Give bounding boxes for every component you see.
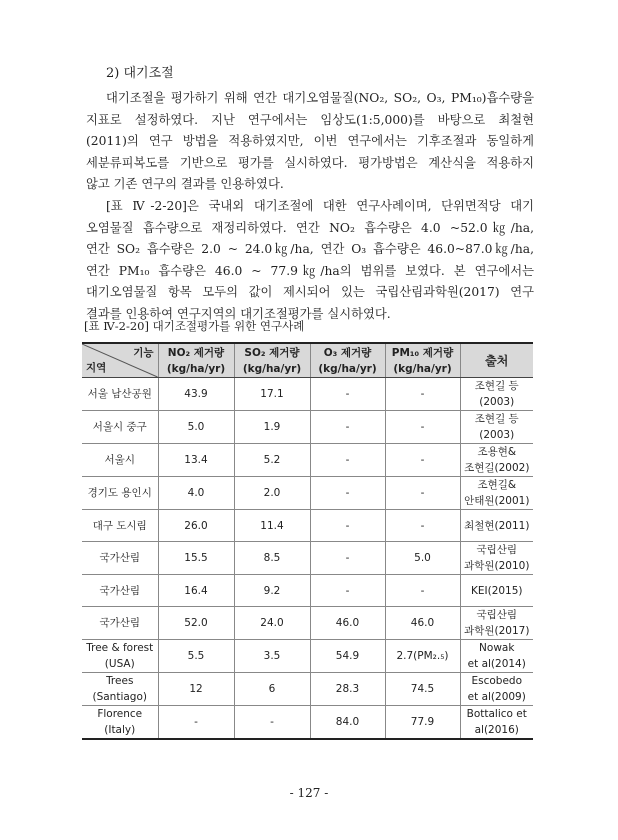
- source-cell-line: 과학원(2017): [464, 625, 530, 637]
- source-cell: [460, 444, 533, 477]
- header-text: SO₂ 제거량: [244, 346, 300, 359]
- header-text: PM₁₀ 제거량: [391, 346, 454, 359]
- header-o3: [310, 343, 385, 378]
- no2-cell: 5.5: [158, 640, 234, 673]
- region-cell-line: 서울 남산공원: [87, 388, 152, 400]
- no2-cell: 16.4: [158, 575, 234, 607]
- pm10-cell: 2.7(PM₂.₅): [385, 640, 460, 673]
- o3-cell: -: [310, 444, 385, 477]
- no2-cell: 5.0: [158, 411, 234, 444]
- pm10-cell: -: [385, 477, 460, 510]
- table-row: [82, 575, 533, 607]
- pm10-cell: -: [385, 510, 460, 542]
- header-unit: (kg/ha/yr): [166, 362, 226, 375]
- source-cell-line: 안태원(2001): [464, 495, 530, 507]
- table-header-row: [82, 343, 533, 378]
- region-cell-line: 국가산림: [99, 552, 141, 564]
- source-cell: [460, 542, 533, 575]
- header-so2: [234, 343, 310, 378]
- region-cell-line: (Italy): [104, 724, 136, 736]
- text-line: 연간 SO₂ 흡수량은 2.0 ~ 24.0㎏/ha, 연간 O₃ 흡수량은 46.0~87.0㎏/ha,: [86, 242, 534, 256]
- o3-cell: 46.0: [310, 607, 385, 640]
- research-cases-table: [82, 342, 533, 740]
- pm10-cell: 77.9: [385, 706, 460, 740]
- so2-cell: -: [234, 706, 310, 740]
- source-cell: [460, 607, 533, 640]
- so2-cell: 6: [234, 673, 310, 706]
- o3-cell: -: [310, 378, 385, 411]
- table-row: [82, 640, 533, 673]
- table-row: [82, 706, 533, 740]
- region-cell: [82, 607, 158, 640]
- text-line: [표 Ⅳ-2-20]은 국내외 대기조절에 대한 연구사례이며, 단위면적당 대기: [106, 199, 534, 213]
- pm10-cell: 46.0: [385, 607, 460, 640]
- pm10-cell: -: [385, 444, 460, 477]
- header-unit: (kg/ha/yr): [242, 362, 302, 375]
- no2-cell: 52.0: [158, 607, 234, 640]
- header-pm10: [385, 343, 460, 378]
- source-cell-line: 국립산림: [476, 609, 518, 621]
- paragraph-2: [86, 196, 534, 325]
- table-row: [82, 673, 533, 706]
- source-cell-line: Bottalico et: [466, 708, 527, 720]
- source-cell: [460, 640, 533, 673]
- header-unit: (kg/ha/yr): [318, 362, 377, 375]
- so2-cell: 5.2: [234, 444, 310, 477]
- so2-cell: 1.9: [234, 411, 310, 444]
- source-cell-line: et al(2009): [467, 691, 526, 703]
- region-cell-line: 서울시 중구: [92, 421, 147, 433]
- text-line: 대기오염물질 항목 모두의 값이 제시되어 있는 국립산림과학원(2017) 연구: [86, 285, 534, 299]
- no2-cell: 26.0: [158, 510, 234, 542]
- region-cell: [82, 542, 158, 575]
- region-cell: [82, 411, 158, 444]
- o3-cell: -: [310, 477, 385, 510]
- header-text: NO₂ 제거량: [167, 346, 225, 359]
- table-row: [82, 378, 533, 411]
- header-unit: (kg/ha/yr): [393, 362, 452, 375]
- region-cell: [82, 444, 158, 477]
- o3-cell: -: [310, 542, 385, 575]
- text-line: 결과를 인용하여 연구지역의 대기조절평가를 실시하였다.: [86, 306, 391, 321]
- page-number: - 127 -: [289, 786, 329, 800]
- source-cell: [460, 673, 533, 706]
- header-source: [460, 343, 533, 378]
- function-label: 기능: [133, 347, 154, 359]
- no2-cell: 12: [158, 673, 234, 706]
- region-cell-line: 국가산림: [99, 617, 141, 629]
- source-cell-line: 국립산림: [476, 544, 518, 556]
- no2-cell: -: [158, 706, 234, 740]
- source-cell-line: al(2016): [474, 724, 519, 736]
- no2-cell: 15.5: [158, 542, 234, 575]
- so2-cell: 11.4: [234, 510, 310, 542]
- source-cell: [460, 411, 533, 444]
- section-heading: 2) 대기조절: [106, 66, 174, 81]
- text-line: 오염물질 흡수량으로 재정리하였다. 연간 NO₂ 흡수량은 4.0 ~52.0㎏/ha,: [86, 220, 534, 235]
- table-row: [82, 542, 533, 575]
- table-row: [82, 607, 533, 640]
- region-cell: [82, 575, 158, 607]
- source-cell-line: (2003): [479, 429, 515, 441]
- text-line: 않고 기존 연구의 결과를 인용하였다.: [86, 177, 284, 191]
- text-line: 지표로 설정하였다. 지난 연구에서는 임상도(1:5,000)를 바탕으로 최철현: [86, 112, 534, 127]
- o3-cell: 28.3: [310, 673, 385, 706]
- region-cell: [82, 640, 158, 673]
- pm10-cell: 74.5: [385, 673, 460, 706]
- source-cell: [460, 510, 533, 542]
- header-no2: [158, 343, 234, 378]
- no2-cell: 43.9: [158, 378, 234, 411]
- source-cell-line: 조용현&: [477, 446, 517, 458]
- region-cell-line: 대구 도시림: [92, 519, 147, 532]
- pm10-cell: -: [385, 411, 460, 444]
- o3-cell: -: [310, 575, 385, 607]
- source-cell-line: Escobedo: [471, 675, 523, 687]
- o3-cell: -: [310, 510, 385, 542]
- text-line: (2011)의 연구 방법을 적용하였지만, 이번 연구에서는 기후조절과 동일하게: [86, 134, 534, 148]
- source-cell-line: Nowak: [479, 642, 515, 654]
- region-cell: [82, 477, 158, 510]
- source-cell-line: (2003): [479, 396, 515, 408]
- corner-header: [82, 343, 158, 378]
- region-cell-line: (Santiago): [92, 691, 147, 703]
- region-cell-line: 경기도 용인시: [87, 487, 152, 499]
- region-cell-line: Tree & forest: [86, 642, 154, 654]
- so2-cell: 2.0: [234, 477, 310, 510]
- source-cell-line: 조현길 등: [474, 413, 519, 425]
- no2-cell: 4.0: [158, 477, 234, 510]
- pm10-cell: -: [385, 575, 460, 607]
- source-cell-line: et al(2014): [467, 658, 526, 670]
- table-row: [82, 411, 533, 444]
- region-label: 지역: [86, 362, 107, 374]
- source-cell-line: 과학원(2010): [464, 560, 530, 572]
- so2-cell: 17.1: [234, 378, 310, 411]
- region-cell: [82, 673, 158, 706]
- region-cell-line: 서울시: [104, 454, 135, 466]
- o3-cell: 54.9: [310, 640, 385, 673]
- region-cell: [82, 706, 158, 740]
- source-cell-line: KEI(2015): [470, 584, 523, 597]
- so2-cell: 9.2: [234, 575, 310, 607]
- pm10-cell: 5.0: [385, 542, 460, 575]
- so2-cell: 8.5: [234, 542, 310, 575]
- region-cell: [82, 510, 158, 542]
- paragraph-1: [86, 88, 534, 196]
- source-cell-line: 최철현(2011): [464, 519, 530, 532]
- region-cell-line: Florence: [97, 708, 143, 720]
- region-cell-line: (USA): [104, 658, 135, 670]
- so2-cell: 3.5: [234, 640, 310, 673]
- region-cell: [82, 378, 158, 411]
- table-caption: [표 Ⅳ-2-20] 대기조절평가를 위한 연구사례: [84, 319, 305, 333]
- source-cell-line: 조현길&: [477, 479, 517, 491]
- o3-cell: -: [310, 411, 385, 444]
- region-cell-line: Trees: [106, 675, 134, 687]
- header-text: O₃ 제거량: [323, 346, 372, 359]
- region-cell-line: 국가산림: [99, 584, 141, 597]
- no2-cell: 13.4: [158, 444, 234, 477]
- source-cell: [460, 378, 533, 411]
- table-row: [82, 444, 533, 477]
- source-cell: [460, 706, 533, 740]
- source-cell: [460, 477, 533, 510]
- header-text: 출처: [485, 353, 509, 368]
- text-line: 대기조절을 평가하기 위해 연간 대기오염물질(NO₂, SO₂, O₃, PM₁₀)흡수량을: [106, 91, 534, 105]
- table-row: [82, 510, 533, 542]
- source-cell: [460, 575, 533, 607]
- pm10-cell: -: [385, 378, 460, 411]
- source-cell-line: 조현길(2002): [464, 462, 530, 474]
- text-line: 연간 PM₁₀ 흡수량은 46.0 ~ 77.9㎏/ha의 범위를 보였다. 본 연구에서는: [86, 263, 534, 278]
- table-row: [82, 477, 533, 510]
- text-line: 세분류피복도를 기반으로 평가를 실시하였다. 평가방법은 계산식을 적용하지: [86, 155, 534, 170]
- source-cell-line: 조현길 등: [474, 380, 519, 392]
- o3-cell: 84.0: [310, 706, 385, 740]
- so2-cell: 24.0: [234, 607, 310, 640]
